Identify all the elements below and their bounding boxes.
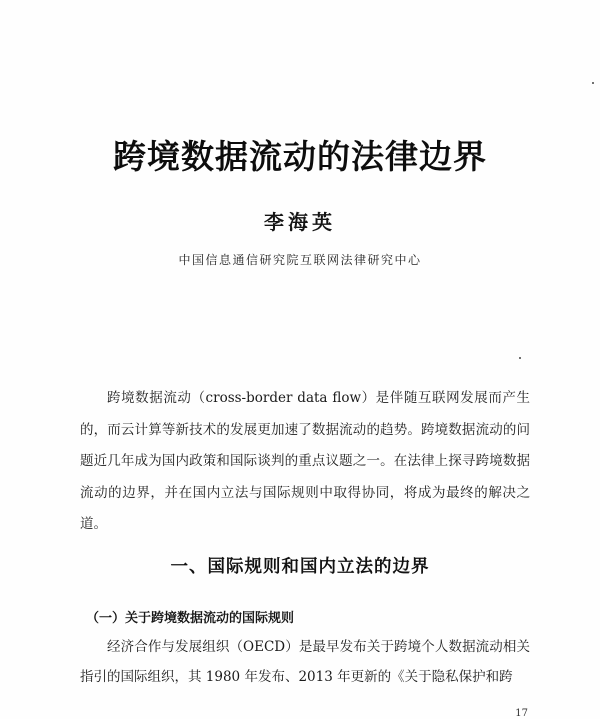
abstract <box>80 383 530 541</box>
abstract-paragraph: 跨境数据流动（cross-border data flow）是伴随互联网发展而产生的，而云计算等新技术的发展更加速了数据流动的趋势。跨境数据流动的问题近几年成为国内政策和国际谈判的重点议题之一。在法律上探寻跨境数据流动的边界，并在国内立法与国际规则中取得协同，将成为最终的解决之道。 <box>80 390 530 532</box>
body-text <box>80 632 530 692</box>
scan-speck <box>592 82 594 84</box>
author-name: 李海英 <box>264 210 336 234</box>
body-paragraph: 经济合作与发展组织（OECD）是最早发布关于跨境个人数据流动相关指引的国际组织，其 1980 年发布、2013 年更新的《关于隐私保护和跨 <box>80 639 530 685</box>
paper-title: 跨境数据流动的法律边界 <box>113 137 487 176</box>
page-number: 17 <box>515 708 528 719</box>
subsection-heading: （一）关于跨境数据流动的国际规则 <box>86 611 295 626</box>
section-heading: 一、国际规则和国内立法的边界 <box>170 557 430 577</box>
author-affiliation: 中国信息通信研究院互联网法律研究中心 <box>178 253 422 267</box>
scan-speck <box>519 357 521 359</box>
